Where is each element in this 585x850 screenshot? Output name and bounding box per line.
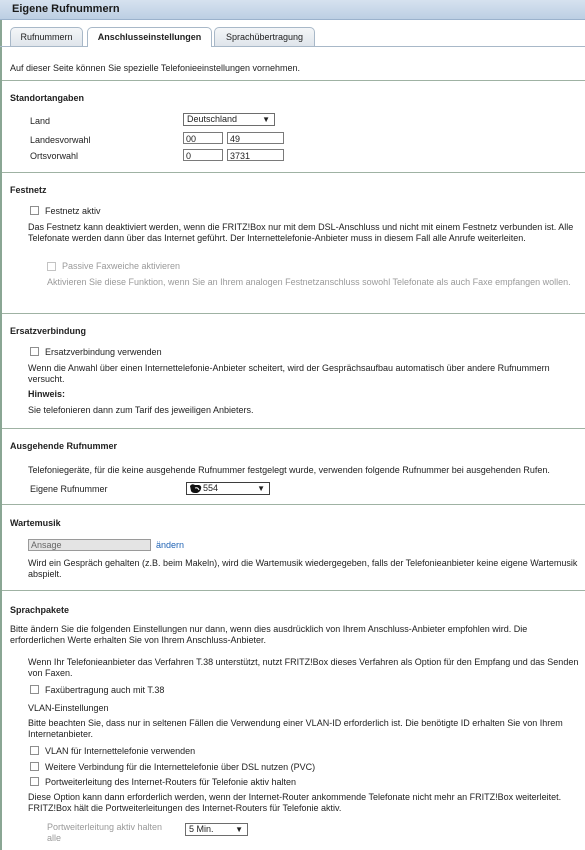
pvc-checkbox-label: Weitere Verbindung für die Internettelefonie über DSL nutzen (PVC) — [45, 762, 316, 772]
t38-checkbox-label: Faxübertragung auch mit T.38 — [45, 685, 165, 695]
port-checkbox[interactable] — [30, 777, 39, 786]
eigene-rufnummer-label: Eigene Rufnummer — [30, 484, 108, 494]
divider — [2, 313, 585, 314]
vlan-description: Bitte beachten Sie, dass nur in seltenen Fällen die Verwendung einer VLAN-ID erforderlich ist. Die benötigte ID erhalten Sie von Ihrem Internetanbieter. — [28, 718, 563, 739]
divider — [2, 590, 585, 591]
window-titlebar — [0, 0, 585, 20]
festnetz-checkbox-label: Festnetz aktiv — [45, 206, 101, 216]
hint-text: Sie telefonieren dann zum Tarif des jeweiligen Anbieters. — [28, 405, 254, 415]
ersatz-description: Wenn die Anwahl über einen Internettelefonie-Anbieter scheitert, wird der Gesprächsaufbau automatisch über andere Rufnummern versucht. — [28, 363, 550, 384]
chevron-down-icon: ▼ — [262, 115, 270, 124]
wartemusik-field: Ansage — [28, 539, 151, 551]
vlan-checkbox-label: VLAN für Internettelefonie verwenden — [45, 746, 196, 756]
t38-checkbox[interactable] — [30, 685, 39, 694]
section-title-ersatz: Ersatzverbindung — [10, 326, 87, 336]
section-title-standort: Standortangaben — [10, 93, 85, 103]
divider — [2, 80, 585, 81]
interval-value: 5 Min. — [189, 824, 214, 834]
eigene-rufnummer-value: 554 — [203, 483, 219, 493]
pointer-cursor-icon — [189, 483, 205, 495]
faxweiche-label: Passive Faxweiche aktivieren — [62, 261, 181, 271]
section-title-sprachpakete: Sprachpakete — [10, 605, 70, 615]
land-label: Land — [30, 116, 51, 126]
tab-sprachuebertragung[interactable]: Sprachübertragung — [214, 27, 315, 46]
section-title-wartemusik: Wartemusik — [10, 518, 61, 528]
faxweiche-description: Aktivieren Sie diese Funktion, wenn Sie an Ihrem analogen Festnetzanschluss sowohl Telefonate als auch Faxe empfangen wollen. — [47, 277, 571, 287]
interval-label: Portweiterleitung aktiv halten alle — [47, 822, 163, 843]
land-select-value: Deutschland — [187, 114, 238, 124]
landesvorwahl-label: Landesvorwahl — [30, 135, 91, 145]
festnetz-checkbox[interactable] — [30, 206, 39, 215]
festnetz-description: Das Festnetz kann deaktiviert werden, wenn die FRITZ!Box nur mit dem DSL-Anschluss und nicht mit einem Festnetz verbunden ist. Alle Telefonate werden dann über das Internet geführt. Der Internettelefonie-Anbieter muss in diesem Fall alle Anrufe weiterleiten. — [28, 222, 574, 243]
divider — [2, 172, 585, 173]
ersatz-checkbox[interactable] — [30, 347, 39, 356]
tab-anschlusseinstellungen[interactable]: Anschlusseinstellungen — [87, 27, 212, 47]
window-title: Eigene Rufnummern — [12, 3, 120, 15]
intro-text: Auf dieser Seite können Sie spezielle Telefonieeinstellungen vornehmen. — [10, 63, 301, 73]
tab-bar — [0, 20, 585, 47]
faxweiche-checkbox[interactable] — [47, 262, 56, 271]
ersatz-checkbox-label: Ersatzverbindung verwenden — [45, 347, 162, 357]
land-select[interactable] — [183, 113, 275, 126]
ortsvorwahl-label: Ortsvorwahl — [30, 151, 79, 161]
ortsvorwahl-prefix: 0 — [183, 149, 223, 161]
divider — [2, 428, 585, 429]
interval-select[interactable] — [185, 823, 248, 836]
divider — [2, 504, 585, 505]
wartemusik-change-link[interactable]: ändern — [156, 540, 185, 550]
landesvorwahl-input[interactable]: 49 — [227, 132, 284, 144]
t38-description: Wenn Ihr Telefonieanbieter das Verfahren T.38 unterstützt, nutzt FRITZ!Box dieses Verfahren als Option für den Empfang und das Senden von Faxen. — [28, 657, 579, 678]
left-border — [0, 20, 2, 850]
section-title-festnetz: Festnetz — [10, 185, 47, 195]
vlan-heading: VLAN-Einstellungen — [28, 703, 109, 713]
vlan-checkbox[interactable] — [30, 746, 39, 755]
wartemusik-description: Wird ein Gespräch gehalten (z.B. beim Makeln), wird die Wartemusik wiedergegeben, falls der Telefonieanbieter keine eigene Wartemusik abspielt. — [28, 558, 578, 579]
ortsvorwahl-input[interactable]: 3731 — [227, 149, 284, 161]
chevron-down-icon: ▼ — [235, 825, 243, 834]
hint-label: Hinweis: — [28, 389, 66, 399]
sprachpakete-intro: Bitte ändern Sie die folgenden Einstellungen nur dann, wenn dies ausdrücklich von Ihrem Anschluss-Anbieter empfohlen wird. Die erforderlichen Werte erhalten Sie von Ihrem Anschluss-Anbieter. — [10, 624, 528, 645]
port-checkbox-label: Portweiterleitung des Internet-Routers für Telefonie aktiv halten — [45, 777, 296, 787]
section-title-ausgehend: Ausgehende Rufnummer — [10, 441, 118, 451]
pvc-checkbox[interactable] — [30, 762, 39, 771]
landesvorwahl-prefix: 00 — [183, 132, 223, 144]
ausgehend-description: Telefoniegeräte, für die keine ausgehende Rufnummer festgelegt wurde, verwenden folgende Rufnummer bei ausgehenden Rufen. — [28, 465, 550, 475]
chevron-down-icon: ▼ — [257, 484, 265, 493]
port-description: Diese Option kann dann erforderlich werden, wenn der Internet-Router ankommende Telefonate nicht mehr an FRITZ!Box weiterleitet. FRITZ!Box hält die Portweiterleitungen des Internet-Routers für Telefonie aktiv. — [28, 792, 562, 813]
tab-rufnummern[interactable]: Rufnummern — [10, 27, 83, 46]
